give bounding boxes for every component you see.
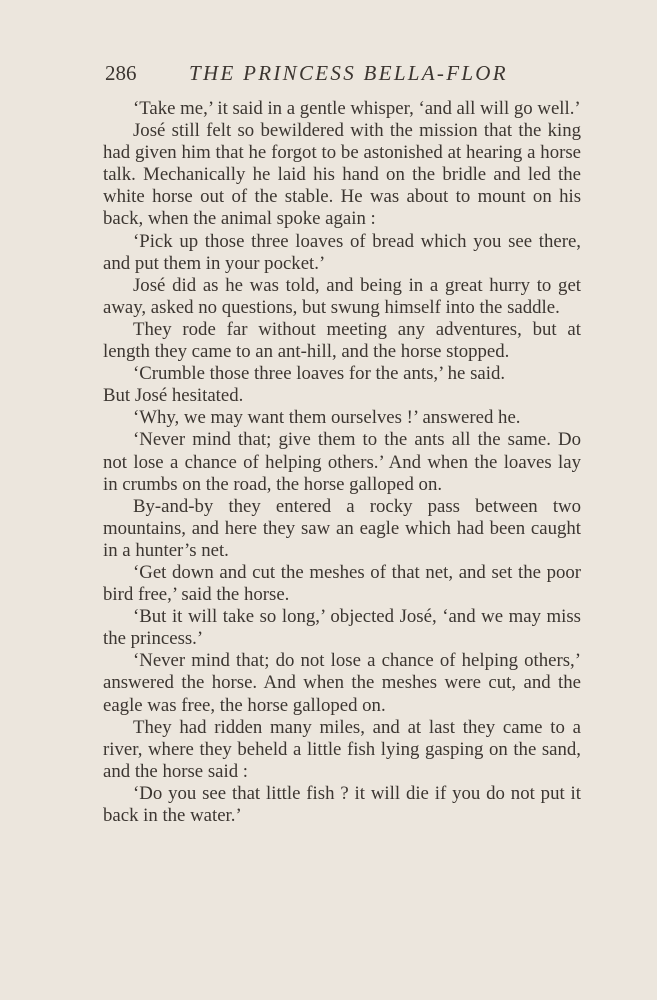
paragraph: ‘Pick up those three loaves of bread which you see there, and put them in your pocket.’	[103, 230, 581, 274]
paragraph: ‘Take me,’ it said in a gentle whisper, ‘and all will go well.’	[133, 98, 581, 119]
paragraph: ‘Crumble those three loaves for the ants,’ he said.	[133, 363, 506, 385]
running-head	[103, 58, 581, 88]
paragraph: But José hesitated.	[103, 385, 244, 407]
paragraph: ‘Do you see that little fish ? it will die if you do not put it back in the water.’	[103, 782, 581, 826]
running-title: THE PRINCESS BELLA-FLOR	[189, 61, 508, 85]
paragraph: ‘Why, we may want them ourselves !’ answered he.	[133, 407, 521, 429]
paragraph: They had ridden many miles, and at last they came to a river, where they beheld a little fish lying gasping on the sand, and the horse said :	[103, 716, 581, 782]
paragraph: They rode far without meeting any adventures, but at length they came to an ant-hill, and the horse stopped.	[103, 318, 581, 363]
paragraph: ‘Never mind that; do not lose a chance of helping others,’ answered the horse. And when the meshes were cut, and the eagle was free, the horse galloped on.	[103, 650, 581, 716]
page-number: 286	[105, 61, 137, 85]
paragraph: José still felt so bewildered with the mission that the king had given him that he forgot to be astonished at hearing a horse talk. Mechanically he laid his hand on the bridle and led the white horse out of the stable. He was about to mount on his back, when the animal spoke again :	[103, 120, 581, 230]
paragraph: ‘Never mind that; give them to the ants all the same. Do not lose a chance of helping others.’ And when the loaves lay in crumbs on the road, the horse galloped on.	[103, 429, 581, 495]
paragraph: ‘But it will take so long,’ objected José, ‘and we may miss the princess.’	[103, 606, 581, 650]
paragraph: José did as he was told, and being in a great hurry to get away, asked no questions, but swung himself into the saddle.	[103, 274, 581, 318]
paragraph: ‘Get down and cut the meshes of that net, and set the poor bird free,’ said the horse.	[103, 561, 581, 606]
paragraph: By-and-by they entered a rocky pass between two mountains, and here they saw an eagle which had been caught in a hunter’s net.	[103, 495, 581, 561]
body-text	[103, 98, 581, 827]
